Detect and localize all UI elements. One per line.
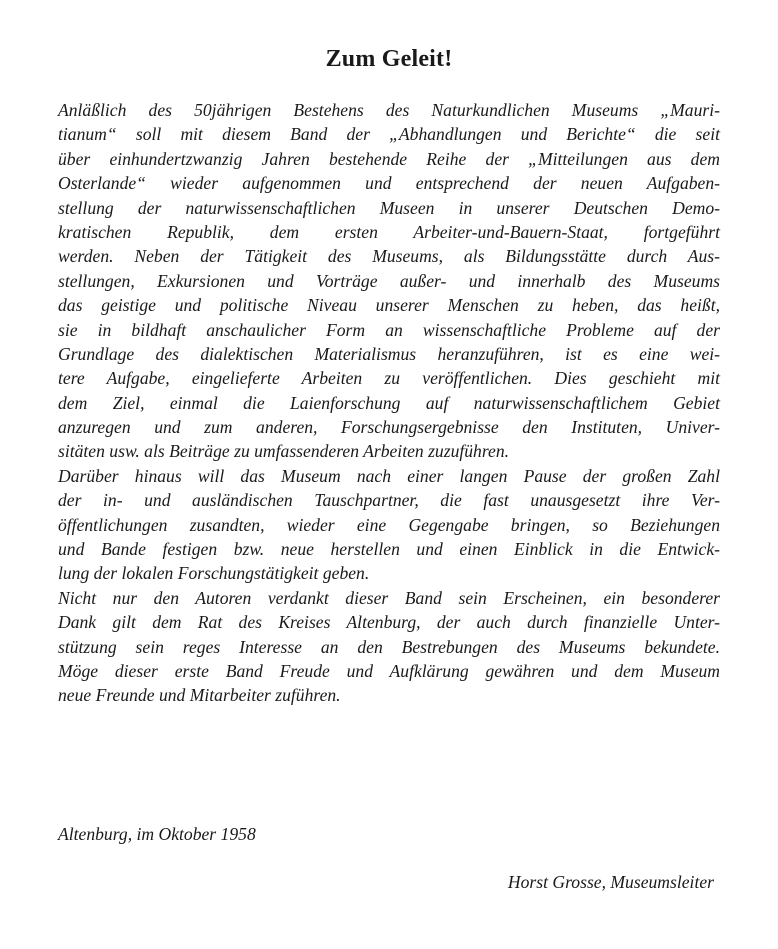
body-text — [58, 98, 720, 708]
text-line: Nicht nur den Autoren verdankt dieser Band sein Erscheinen, ein besonderer — [58, 587, 720, 608]
paragraph-1 — [58, 98, 720, 464]
signature: Horst Grosse, Museumsleiter — [507, 872, 714, 892]
text-line: tianum“ soll mit diesem Band der „Abhandlungen und Berichte“ die seit — [58, 124, 720, 145]
text-line: der in- und ausländischen Tauschpartner, die fast unausgesetzt ihre Ver- — [58, 490, 720, 511]
text-line: neue Freunde und Mitarbeiter zuführen. — [58, 685, 341, 706]
text-line: Anläßlich des 50jährigen Bestehens des Naturkundlichen Museums „Mauri- — [58, 100, 720, 120]
text-line: Dank gilt dem Rat des Kreises Altenburg, der auch durch finanzielle Unter- — [58, 612, 720, 633]
place-date: Altenburg, im Oktober 1958 — [58, 824, 256, 844]
text-line: stellung der naturwissenschaftlichen Museen in unserer Deutschen Demo- — [58, 197, 720, 218]
paragraph-3 — [58, 586, 720, 708]
text-line: kratischen Republik, dem ersten Arbeiter-und-Bauern-Staat, fortgeführt — [58, 221, 720, 242]
text-line: tere Aufgabe, eingelieferte Arbeiten zu veröffentlichen. Dies geschieht mit — [58, 368, 720, 389]
text-line: dem Ziel, einmal die Laienforschung auf naturwissenschaftlichem Gebiet — [58, 392, 720, 413]
text-line: öffentlichungen zusandten, wieder eine Gegengabe bringen, so Beziehungen — [58, 514, 720, 535]
text-line: sitäten usw. als Beiträge zu umfassenderen Arbeiten zuzuführen. — [58, 441, 510, 462]
paragraph-2 — [58, 464, 720, 586]
page-title: Zum Geleit! — [325, 46, 453, 72]
text-line: stützung sein reges Interesse an den Bestrebungen des Museums bekundete. — [58, 636, 720, 657]
text-line: anzuregen und zum anderen, Forschungsergebnisse den Instituten, Univer- — [58, 417, 720, 438]
text-line: über einhundertzwanzig Jahren bestehende Reihe der „Mitteilungen aus dem — [58, 148, 720, 169]
text-line: lung der lokalen Forschungstätigkeit geben. — [58, 563, 370, 584]
text-line: stellungen, Exkursionen und Vorträge außer- und innerhalb des Museums — [58, 270, 720, 291]
text-line: das geistige und politische Niveau unserer Menschen zu heben, das heißt, — [58, 295, 720, 316]
text-line: Darüber hinaus will das Museum nach einer langen Pause der großen Zahl — [58, 465, 720, 486]
text-line: Grundlage des dialektischen Materialismus heranzuführen, ist es eine wei- — [58, 343, 720, 364]
text-line: Osterlande“ wieder aufgenommen und entsprechend der neuen Aufgaben- — [58, 173, 720, 194]
text-line: sie in bildhaft anschaulicher Form an wissenschaftliche Probleme auf der — [58, 319, 720, 340]
text-line: werden. Neben der Tätigkeit des Museums, als Bildungsstätte durch Aus- — [58, 246, 720, 267]
text-line: und Bande festigen bzw. neue herstellen und einen Einblick in die Entwick- — [58, 539, 720, 560]
text-line: Möge dieser erste Band Freude und Aufklärung gewähren und dem Museum — [58, 660, 720, 681]
